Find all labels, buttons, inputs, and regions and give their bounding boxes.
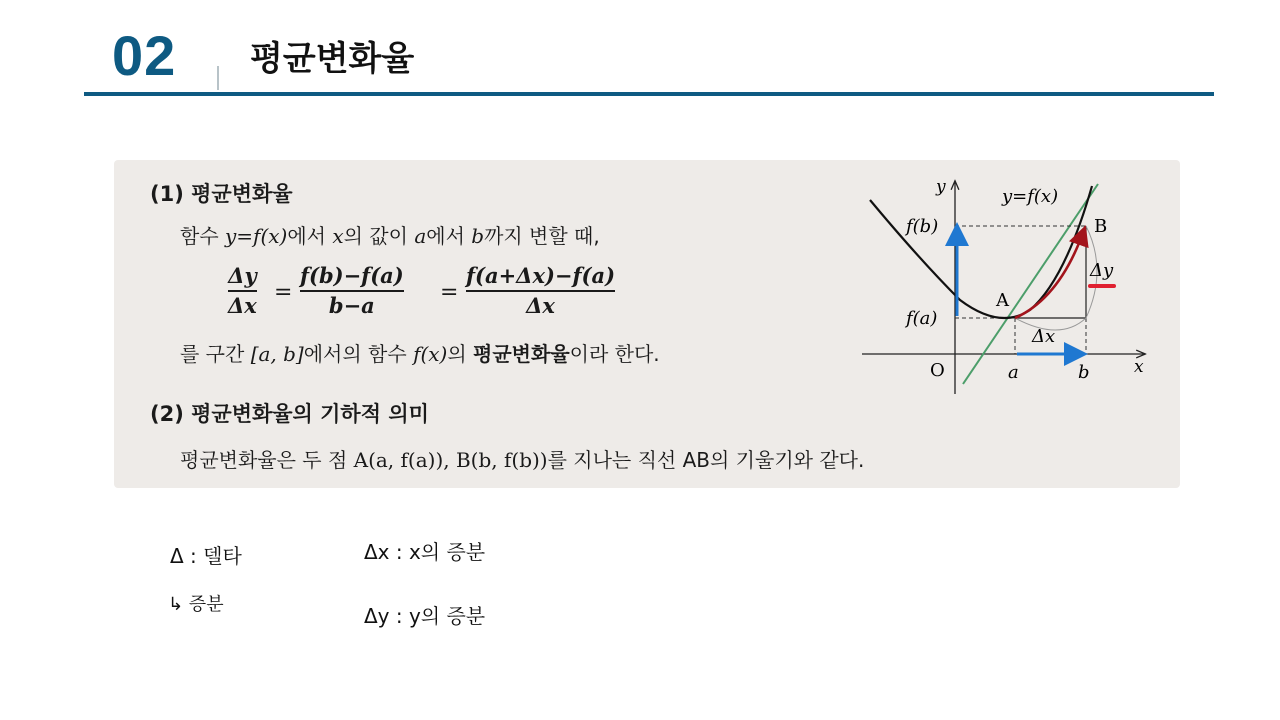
y-axis-label: y: [936, 177, 946, 197]
note-delta-arrow: ↳ 증분: [168, 594, 224, 615]
header-divider: [217, 66, 219, 90]
section1-line2: 를 구간 [a, b]에서의 함수 f(x)의 평균변화율이라 한다.: [180, 342, 660, 366]
section1-heading: (1) 평균변화율: [150, 182, 293, 206]
point-a-label: A: [996, 290, 1009, 311]
point-b-label: B: [1094, 216, 1108, 237]
function-curve: [870, 186, 1092, 318]
section2-line: 평균변화율은 두 점 A(a, f(a)), B(b, f(b))를 지나는 직선 AB의 기울기와 같다.: [180, 448, 865, 472]
tick-a-label: a: [1008, 362, 1019, 383]
x-axis-label: x: [1134, 357, 1144, 377]
page-title: 평균변화율: [250, 39, 415, 79]
section2-heading: (2) 평균변화율의 기하적 의미: [150, 402, 429, 426]
header-rule: [84, 92, 1214, 96]
note-delta: Δ : 델타: [170, 544, 242, 568]
dy-label: Δy: [1090, 260, 1114, 281]
tick-b-label: b: [1078, 362, 1090, 383]
fb-label: f(b): [906, 216, 939, 237]
curve-label: y=f(x): [1002, 186, 1059, 207]
origin-label: O: [930, 360, 945, 381]
highlight-arc: [1015, 230, 1084, 318]
note-dy: Δy : y의 증분: [364, 604, 486, 628]
section-number: 02: [112, 24, 177, 87]
equals-sign-1: =: [274, 280, 293, 305]
section1-line1: 함수 y=f(x)에서 x의 값이 a에서 b까지 변할 때,: [180, 224, 600, 248]
note-dx: Δx : x의 증분: [364, 540, 486, 564]
fraction-delta: f(a+Δx)−f(a) Δx: [466, 263, 616, 318]
fraction-dy-dx: Δy Δx: [228, 263, 257, 318]
equals-sign-2: =: [440, 280, 459, 305]
dx-label: Δx: [1032, 326, 1056, 347]
fraction-secant: f(b)−f(a) b−a: [300, 263, 404, 318]
fa-label: f(a): [906, 308, 938, 329]
average-rate-graph: [860, 170, 1160, 400]
